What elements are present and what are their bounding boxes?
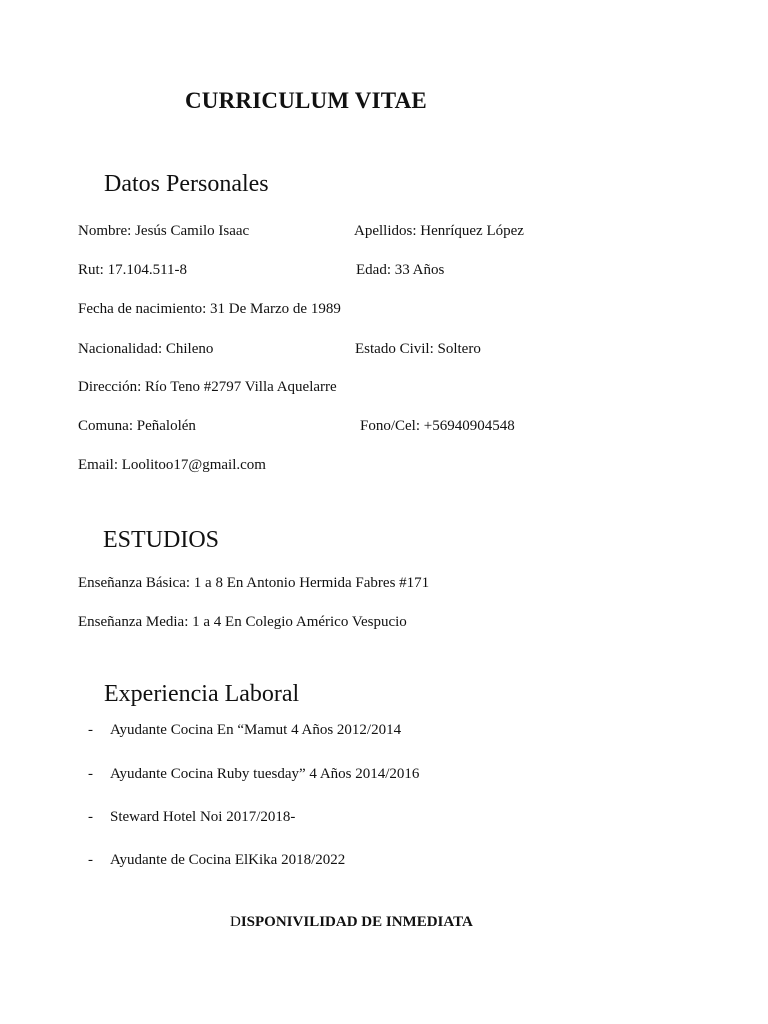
birthdate-field: Fecha de nacimiento: 31 De Marzo de 1989 xyxy=(78,301,341,317)
bullet-dash: - xyxy=(88,766,93,782)
studies-item-secondary: Enseñanza Media: 1 a 4 En Colegio Américo Vespucio xyxy=(78,614,407,630)
experience-item-text: Steward Hotel Noi 2017/2018- xyxy=(110,809,296,825)
phone-field: Fono/Cel: +56940904548 xyxy=(360,418,515,434)
experience-item xyxy=(88,721,402,739)
rut-field: Rut: 17.104.511-8 xyxy=(78,262,188,278)
address-field: Dirección: Río Teno #2797 Villa Aquelarre xyxy=(78,379,337,395)
commune-field: Comuna: Peñalolén xyxy=(78,418,196,434)
experience-heading: Experiencia Laboral xyxy=(104,681,300,707)
name-field: Nombre: Jesús Camilo Isaac xyxy=(78,223,250,239)
nationality-field: Nacionalidad: Chileno xyxy=(78,341,214,357)
experience-item xyxy=(88,808,296,826)
experience-item-text: Ayudante Cocina En “Mamut 4 Años 2012/2014 xyxy=(110,722,402,738)
experience-item xyxy=(88,765,420,783)
availability-rest: ISPONIVILIDAD DE INMEDIATA xyxy=(240,914,473,930)
bullet-dash: - xyxy=(88,852,93,868)
studies-heading: ESTUDIOS xyxy=(103,527,220,553)
personal-data-heading: Datos Personales xyxy=(104,171,269,197)
experience-item-text: Ayudante Cocina Ruby tuesday” 4 Años 2014/2016 xyxy=(110,766,420,782)
bullet-dash: - xyxy=(88,722,93,738)
document-title: CURRICULUM VITAE xyxy=(185,88,427,113)
availability-note xyxy=(230,914,473,931)
bullet-dash: - xyxy=(88,809,93,825)
experience-item-text: Ayudante de Cocina ElKika 2018/2022 xyxy=(110,852,346,868)
age-field: Edad: 33 Años xyxy=(356,262,445,278)
marital-status-field: Estado Civil: Soltero xyxy=(355,341,481,357)
surname-field: Apellidos: Henríquez López xyxy=(354,223,524,239)
email-field: Email: Loolitoo17@gmail.com xyxy=(78,457,266,473)
experience-item xyxy=(88,851,346,869)
studies-item-basic: Enseñanza Básica: 1 a 8 En Antonio Hermida Fabres #171 xyxy=(78,575,430,591)
availability-first-letter: D xyxy=(230,914,241,930)
